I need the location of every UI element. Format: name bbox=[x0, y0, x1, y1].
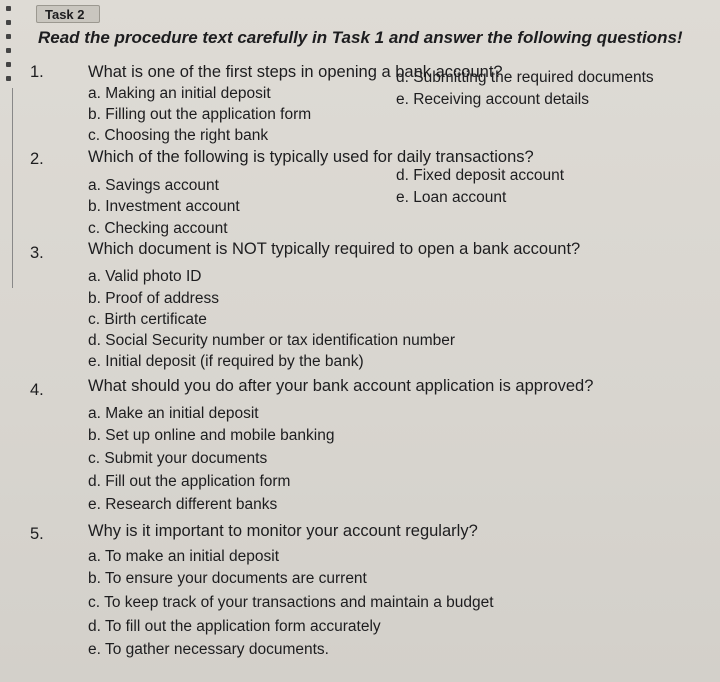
option-c[interactable]: c. Choosing the right bank bbox=[88, 127, 269, 144]
question-text: What is one of the first steps in opening a bank account? bbox=[88, 63, 503, 81]
question-number: 5. bbox=[30, 525, 44, 543]
option-d[interactable]: d. Social Security number or tax identification number bbox=[88, 332, 456, 349]
option-d[interactable]: d. Fixed deposit account bbox=[396, 167, 565, 184]
option-c[interactable]: c. To keep track of your transactions and maintain a budget bbox=[88, 594, 494, 611]
option-a[interactable]: a. Making an initial deposit bbox=[88, 85, 271, 102]
option-e[interactable]: e. Loan account bbox=[396, 189, 507, 206]
question-number: 3. bbox=[30, 244, 44, 262]
option-d[interactable]: d. To fill out the application form accurately bbox=[88, 618, 381, 635]
option-c[interactable]: c. Submit your documents bbox=[88, 450, 268, 467]
option-a[interactable]: a. Valid photo ID bbox=[88, 268, 202, 285]
option-e[interactable]: e. Research different banks bbox=[88, 496, 278, 513]
option-c[interactable]: c. Checking account bbox=[88, 220, 228, 237]
question-text: What should you do after your bank account application is approved? bbox=[88, 377, 594, 395]
option-a[interactable]: a. Make an initial deposit bbox=[88, 405, 259, 422]
option-b[interactable]: b. Proof of address bbox=[88, 290, 219, 307]
question-text: Why is it important to monitor your account regularly? bbox=[88, 522, 478, 540]
question-number: 1. bbox=[30, 63, 44, 81]
option-b[interactable]: b. Filling out the application form bbox=[88, 106, 312, 123]
option-b[interactable]: b. Set up online and mobile banking bbox=[88, 427, 335, 444]
margin-line bbox=[12, 88, 13, 288]
question-text: Which of the following is typically used for daily transactions? bbox=[88, 148, 534, 166]
option-a[interactable]: a. To make an initial deposit bbox=[88, 548, 279, 565]
option-d[interactable]: d. Submitting the required documents bbox=[396, 69, 654, 86]
instruction-text: Read the procedure text carefully in Task 1 and answer the following questions! bbox=[38, 28, 683, 47]
option-a[interactable]: a. Savings account bbox=[88, 177, 219, 194]
option-e[interactable]: e. To gather necessary documents. bbox=[88, 641, 329, 658]
question-number: 2. bbox=[30, 150, 44, 168]
task-label: Task 2 bbox=[36, 5, 100, 23]
option-b[interactable]: b. To ensure your documents are current bbox=[88, 570, 367, 587]
option-e[interactable]: e. Initial deposit (if required by the bank) bbox=[88, 353, 364, 370]
option-d[interactable]: d. Fill out the application form bbox=[88, 473, 291, 490]
spiral-binding bbox=[2, 4, 16, 84]
option-c[interactable]: c. Birth certificate bbox=[88, 311, 207, 328]
option-e[interactable]: e. Receiving account details bbox=[396, 91, 590, 108]
question-text: Which document is NOT typically required to open a bank account? bbox=[88, 240, 581, 258]
option-b[interactable]: b. Investment account bbox=[88, 198, 240, 215]
question-number: 4. bbox=[30, 381, 44, 399]
